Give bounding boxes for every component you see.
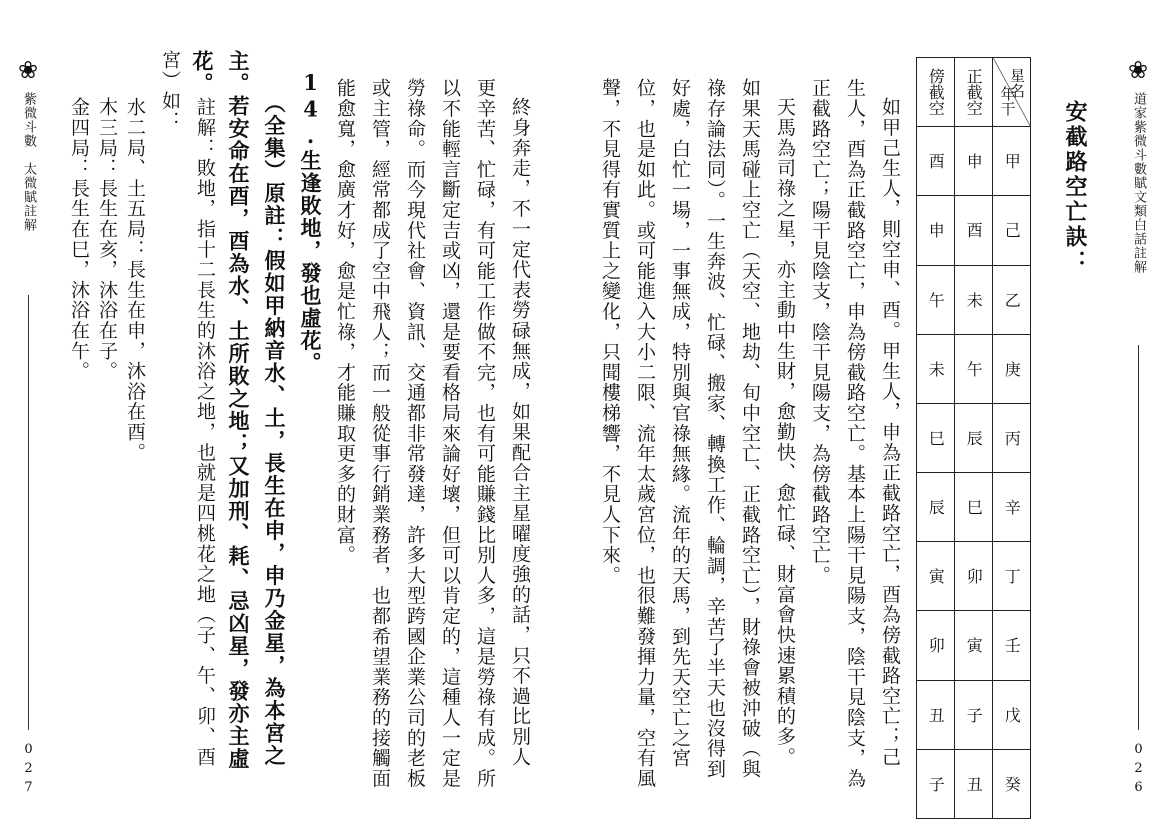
section-heading: 安截路空亡訣： bbox=[1062, 100, 1088, 275]
table-stem: 甲 bbox=[993, 127, 1031, 196]
running-header-right: 道家紫微斗數賦文類白話註解 bbox=[1131, 92, 1146, 274]
note-line: 木三局：長生在亥，沐浴在子。 bbox=[96, 97, 118, 382]
text-line: 生人，酉為正截路空亡，申為傍截路空亡。基本上陽干見陽支，陰干見陰支，為 bbox=[844, 78, 866, 789]
header-rule-right bbox=[1138, 345, 1139, 730]
bold-annotation-line: 花。 bbox=[190, 50, 215, 95]
header-rule-left bbox=[28, 295, 29, 730]
bold-annotation-line: 主。若安命在酉，酉為水、土所敗之地；又加刑、耗、忌凶星，發亦主虛 bbox=[226, 50, 251, 770]
note-line: 金四局：長生在巳，沐浴在午。 bbox=[68, 97, 90, 382]
table-cell: 午 bbox=[917, 265, 955, 334]
table-cell: 巳 bbox=[955, 473, 993, 542]
text-line: 以不能輕言斷定吉或凶，還是要看格局來論好壞，但可以肯定的，這種人一定是 bbox=[439, 78, 461, 789]
table-cell: 卯 bbox=[917, 611, 955, 680]
table-stem: 乙 bbox=[993, 265, 1031, 334]
note-line: 宮）如： bbox=[159, 50, 181, 132]
table-cell: 丑 bbox=[917, 680, 955, 749]
table-stem: 丁 bbox=[993, 542, 1031, 611]
note-line: 註解：敗地，指十二長生的沐浴之地，也就是四桃花之地（子、午、卯、酉 bbox=[194, 97, 216, 767]
table-cell: 未 bbox=[917, 334, 955, 403]
text-line: 位，也是如此。或可能進入大小二限、流年太歲宮位，也很難發揮力量，空有風 bbox=[634, 78, 656, 789]
table-cell: 巳 bbox=[917, 403, 955, 472]
table-cell: 辰 bbox=[955, 403, 993, 472]
table-stem: 庚 bbox=[993, 334, 1031, 403]
table-cell: 酉 bbox=[917, 127, 955, 196]
table-corner bbox=[993, 58, 1031, 127]
table-stem: 辛 bbox=[993, 473, 1031, 542]
table-cell: 辰 bbox=[917, 473, 955, 542]
text-line: 更辛苦、忙碌，有可能工作做不完，也有可能賺錢比別人多，這是勞祿有成。所 bbox=[474, 78, 496, 789]
table-cell: 午 bbox=[955, 334, 993, 403]
table-cell: 卯 bbox=[955, 542, 993, 611]
table-column-header: 正截空 bbox=[955, 58, 993, 127]
table-stem: 丙 bbox=[993, 403, 1031, 472]
table-cell: 未 bbox=[955, 265, 993, 334]
table-cell: 申 bbox=[917, 196, 955, 265]
table-cell: 申 bbox=[955, 127, 993, 196]
table-stem: 己 bbox=[993, 196, 1031, 265]
text-line: 天馬為司祿之星，亦主動中生財，愈勤快、愈忙碌、財富會快速累積的多。 bbox=[774, 97, 796, 767]
table-cell: 寅 bbox=[917, 542, 955, 611]
table-cell: 子 bbox=[955, 680, 993, 749]
text-line: 好處，白忙一場，一事無成，特別與官祿無緣。流年的天馬，到先天空亡之宮 bbox=[669, 78, 691, 769]
table-cell: 丑 bbox=[955, 749, 993, 818]
text-line: 如果天馬碰上空亡（天空、地劫、旬中空亡、正截路空亡），財祿會被沖破（與 bbox=[739, 78, 761, 779]
text-line: 勞祿命。而今現代社會、資訊、交通都非常發達，許多大型跨國企業公司的老板 bbox=[404, 78, 426, 789]
bold-annotation-line: （全集）原註：假如甲納音水、土，長生在申，申乃金星，為本宮之 bbox=[262, 92, 287, 767]
text-line: 祿存論法同）。一生奔波、忙碌、搬家、轉換工作、輪調，辛苦了半天也沒得到 bbox=[704, 78, 726, 779]
text-line: 正截路空亡；陽干見陰支，陰干見陽支，為傍截路空亡。 bbox=[809, 78, 831, 586]
corner-label-star: 星名 bbox=[1008, 68, 1026, 98]
running-header-left: 紫微斗數 太微賦註解 bbox=[21, 92, 36, 232]
page-number-left: 027 bbox=[21, 742, 36, 799]
table-column-header: 傍截空 bbox=[917, 58, 955, 127]
text-line: 聲，不見得有實質上之變化，只聞樓梯響，不見人下來。 bbox=[599, 78, 621, 586]
text-line: 能愈寬，愈廣才好，愈是忙祿，才能賺取更多的財富。 bbox=[334, 78, 356, 566]
table-cell: 酉 bbox=[955, 196, 993, 265]
page-number-right: 026 bbox=[1131, 742, 1146, 799]
text-line: 如甲己生人，則空申、酉。甲生人，申為正截路空亡，酉為傍截路空亡；己 bbox=[879, 97, 901, 767]
empty-road-table bbox=[916, 57, 1031, 819]
text-line: 終身奔走，不一定代表勞碌無成，如果配合主星曜度強的話，只不過比別人 bbox=[509, 97, 531, 767]
note-line: 水二局、土五局：長生在申，沐浴在酉。 bbox=[124, 97, 146, 463]
table-cell: 子 bbox=[917, 749, 955, 818]
logo-icon: ❀ bbox=[18, 56, 39, 84]
table-cell: 寅 bbox=[955, 611, 993, 680]
text-line: 或主管，經常都成了空中飛人；而一般從事行銷業務者，也都希望業務的接觸面 bbox=[369, 78, 391, 789]
table-stem: 壬 bbox=[993, 611, 1031, 680]
table-stem: 戊 bbox=[993, 680, 1031, 749]
logo-icon: ❀ bbox=[1128, 56, 1149, 84]
section-title: 14.生逢敗地，發也虛花。 bbox=[298, 70, 323, 375]
corner-label-stem: 年干 bbox=[998, 86, 1017, 117]
table-stem: 癸 bbox=[993, 749, 1031, 818]
